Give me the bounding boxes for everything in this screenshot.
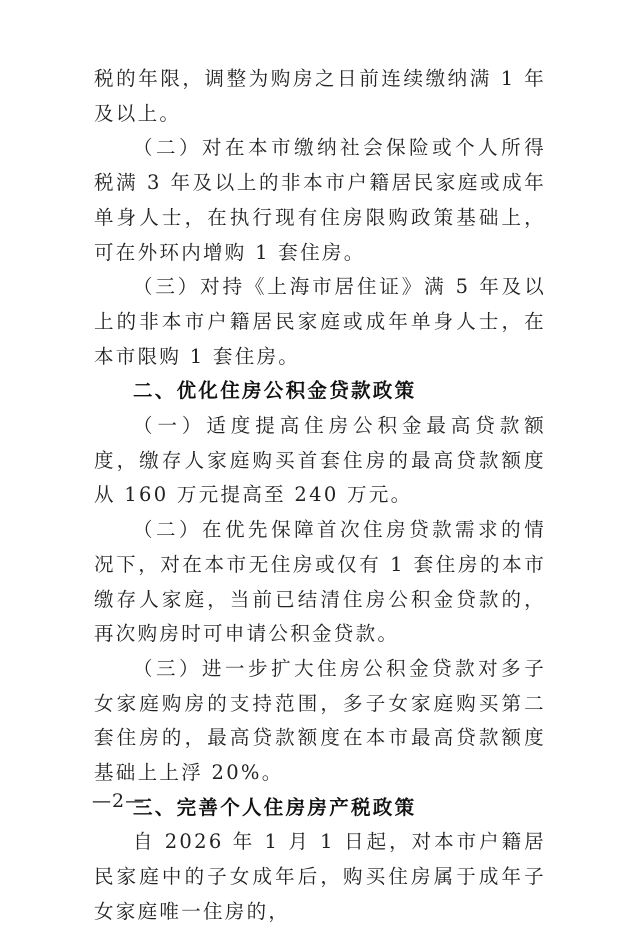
paragraph-item-1-3: （三）对持《上海市居住证》满 5 年及以上的非本市户籍居民家庭或成年单身人士，在本市限购 1 套住房。: [94, 275, 546, 368]
section-heading-3: 三、完善个人住房房产税政策: [133, 795, 417, 819]
paragraph-item-2-3: （三）进一步扩大住房公积金贷款对多子女家庭购房的支持范围，多子女家庭购买第二套住房的，最高贷款额度在本市最高贷款额度基础上上浮 20%。: [94, 656, 546, 785]
page-number: —2—: [92, 790, 146, 812]
paragraph-item-2-2: （二）在优先保障首次住房贷款需求的情况下，对在本市无住房或仅有 1 套住房的本市缴存人家庭，当前已结清住房公积金贷款的，再次购房时可申请公积金贷款。: [94, 518, 546, 646]
paragraph-section-3: 自 2026 年 1 月 1 日起，对本市户籍居民家庭中的子女成年后，购买住房属于成年子女家庭唯一住房的，: [94, 830, 546, 923]
paragraph-item-2-1: （一）适度提高住房公积金最高贷款额度，缴存人家庭购买首套住房的最高贷款额度从 160 万元提高至 240 万元。: [94, 414, 546, 507]
paragraph-continuation: 税的年限，调整为购房之日前连续缴纳满 1 年及以上。: [94, 67, 546, 125]
document-body: [94, 62, 546, 930]
paragraph-item-1-2: （二）对在本市缴纳社会保险或个人所得税满 3 年及以上的非本市户籍居民家庭或成年单身人士，在执行现有住房限购政策基础上，可在外环内增购 1 套住房。: [94, 136, 546, 264]
section-heading-2: 二、优化住房公积金贷款政策: [133, 379, 417, 403]
